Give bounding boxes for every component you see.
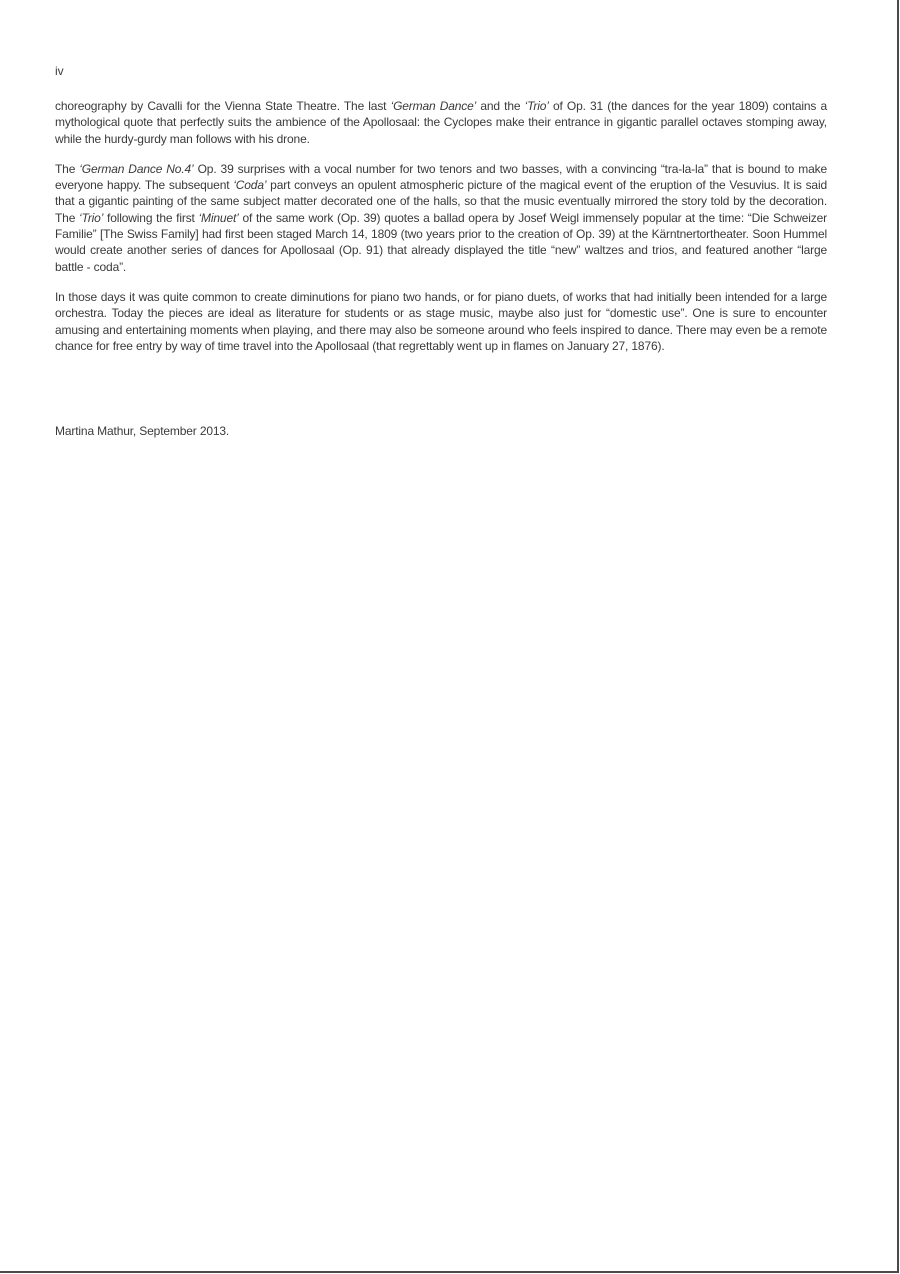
- paragraph-1: [55, 98, 827, 147]
- text-run: part conveys an opulent atmospheric picture of the magical event of the eruption of the Vesuvius. It is said that a gigantic painting of the same subject matter decorated one of the halls, so that the music eventually mirrored the story told by the decoration. The: [55, 178, 827, 225]
- text-run: of Op. 31 (the dances for the year 1809) contains a mythological quote that perfectly suits the ambience of the Apollosaal: the Cyclopes make their entrance in gigantic parallel octaves stomping away, while the hurdy-gurdy man follows with his drone.: [55, 99, 827, 146]
- text-run: choreography by Cavalli for the Vienna State Theatre. The last: [55, 99, 391, 113]
- italic-title: ‘Minuet’: [198, 210, 239, 225]
- page-number: iv: [55, 64, 64, 78]
- paragraph-3: [55, 289, 827, 354]
- text-run: following the first: [103, 210, 199, 225]
- text-run: Op. 39 surprises with a vocal number for two tenors and two basses, with a convincing “tra-la-la” that is bound to make everyone happy. The subsequent: [55, 161, 827, 193]
- body-text: [55, 98, 827, 368]
- italic-title: ‘Trio’: [79, 210, 104, 225]
- italic-title: ‘German Dance No.4’: [79, 161, 194, 176]
- italic-title: ‘German Dance’: [390, 99, 477, 113]
- text-run: In those days it was quite common to create diminutions for piano two hands, or for piano duets, of works that had initially been intended for a large orchestra. Today the pieces are ideal as literature for students or as stage music, maybe also just for “domestic use”. One is sure to encounter amusing and entertaining moments when playing, and there may also be someone around who feels inspired to dance. There may even be a remote chance for free entry by way of time travel into the Apollosaal (that regrettably went up in flames on January 27, 1876).: [55, 289, 827, 353]
- text-run: and the: [476, 99, 525, 113]
- author-signature-line: Martina Mathur, September 2013.: [55, 424, 230, 438]
- paragraph-2: [55, 161, 827, 275]
- italic-title: ‘Coda’: [233, 178, 267, 193]
- text-run: of the same work (Op. 39) quotes a ballad opera by Josef Weigl immensely popular at the time: “Die Schweizer Familie” [The Swiss Family] had first been staged March 14, 1809 (two years prior to the creation of Op. 39) at the Kärntnertortheater. Soon Hummel would create another series of dances for Apollosaal (Op. 91) that already displayed the title “new” waltzes and trios, and featured another “large battle - coda”.: [55, 210, 827, 274]
- text-run: The: [55, 161, 80, 176]
- italic-title: ‘Trio’: [524, 99, 549, 113]
